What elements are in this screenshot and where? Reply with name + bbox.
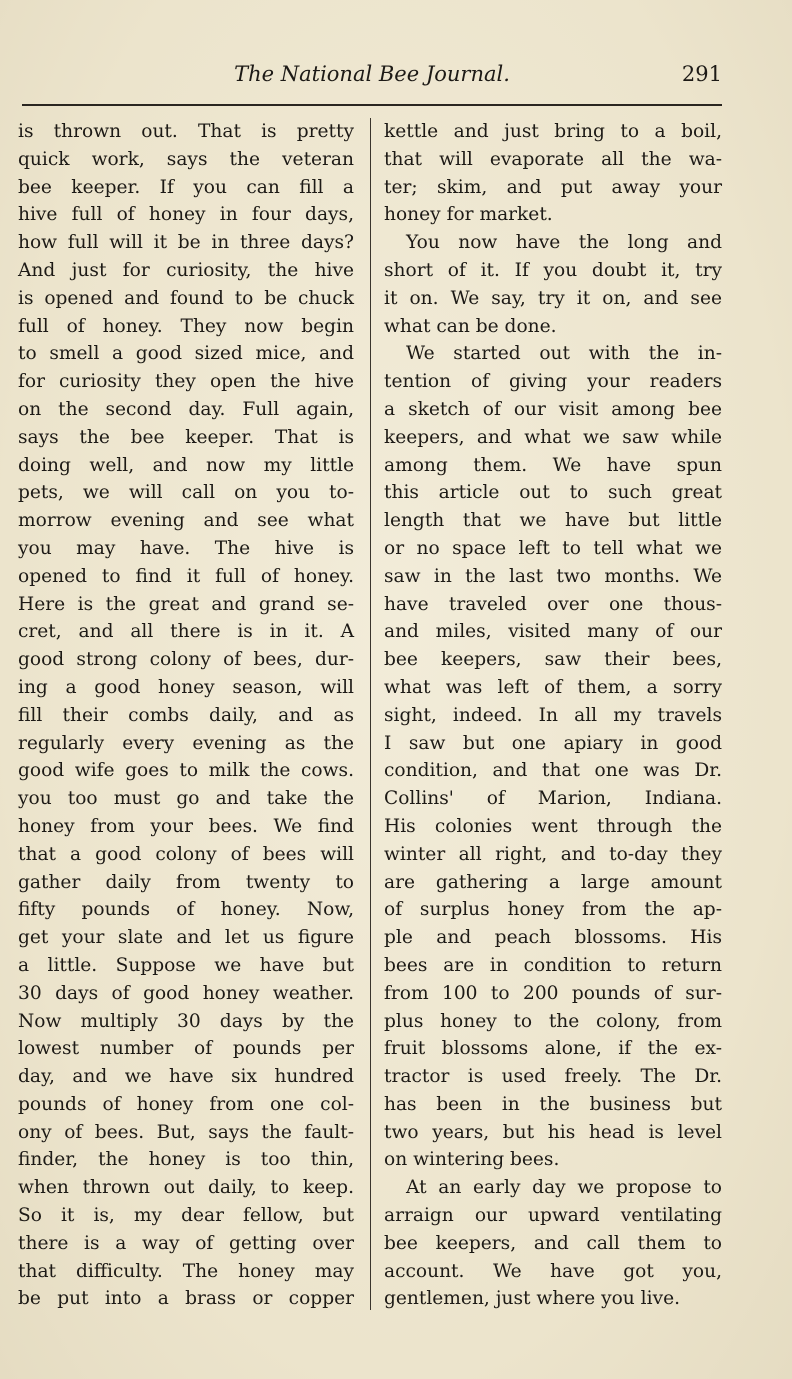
text-line: ony of bees. But, says the fault- xyxy=(18,1121,354,1143)
text-line: you may have. The hive is xyxy=(18,537,354,559)
column-divider xyxy=(370,118,371,1310)
text-line: is opened and found to be chuck xyxy=(18,287,354,309)
text-line: doing well, and now my little xyxy=(18,454,354,476)
text-line: hive full of honey in four days, xyxy=(18,204,354,226)
text-line: quick work, says the veteran xyxy=(18,148,354,170)
text-line: or no space left to tell what we xyxy=(384,537,722,559)
text-line: bee keeper. If you can fill a xyxy=(18,176,354,198)
text-line: bees are in condition to return xyxy=(384,954,722,976)
running-header xyxy=(22,58,722,98)
text-line: for curiosity they open the hive xyxy=(18,371,354,393)
text-line: you too must go and take the xyxy=(18,788,354,810)
text-line: and miles, visited many of our xyxy=(384,621,722,643)
text-line: there is a way of getting over xyxy=(18,1232,354,1254)
text-line: fifty pounds of honey. Now, xyxy=(18,899,354,921)
text-line: cret, and all there is in it. A xyxy=(18,621,354,643)
text-line: ter; skim, and put away your xyxy=(384,176,722,198)
text-line: ing a good honey season, will xyxy=(18,676,354,698)
text-line: bee keepers, and call them to xyxy=(384,1232,722,1254)
text-line: You now have the long and xyxy=(406,232,722,254)
text-line: And just for curiosity, the hive xyxy=(18,259,354,281)
text-line: what can be done. xyxy=(384,315,557,337)
left-column xyxy=(18,118,354,1313)
text-line: saw in the last two months. We xyxy=(384,565,722,587)
header-rule xyxy=(22,104,722,106)
right-column xyxy=(384,118,722,1313)
text-line: Collins' of Marion, Indiana. xyxy=(384,788,722,810)
text-line: ple and peach blossoms. His xyxy=(384,927,722,949)
text-line: among them. We have spun xyxy=(384,454,722,476)
text-line: are gathering a large amount xyxy=(384,871,722,893)
text-line: gentlemen, just where you live. xyxy=(384,1288,680,1310)
text-line: fill their combs daily, and as xyxy=(18,704,354,726)
text-line: arraign our upward ventilating xyxy=(384,1205,722,1227)
text-line: finder, the honey is too thin, xyxy=(18,1149,354,1171)
text-line: says the bee keeper. That is xyxy=(18,426,354,448)
text-line: tention of giving your readers xyxy=(384,371,722,393)
text-line: opened to find it full of honey. xyxy=(18,565,354,587)
text-line: to smell a good sized mice, and xyxy=(18,343,354,365)
page-number: 291 xyxy=(681,62,722,86)
text-line: At an early day we propose to xyxy=(406,1177,722,1199)
text-line: pounds of honey from one col- xyxy=(18,1093,354,1115)
text-line: have traveled over one thous- xyxy=(384,593,722,615)
text-line: Now multiply 30 days by the xyxy=(18,1010,354,1032)
text-line: short of it. If you doubt it, try xyxy=(384,259,722,281)
text-line: that difficulty. The honey may xyxy=(18,1260,354,1282)
text-line: that will evaporate all the wa- xyxy=(384,148,722,170)
text-line: on wintering bees. xyxy=(384,1149,560,1171)
text-line: two years, but his head is level xyxy=(384,1121,722,1143)
text-line: has been in the business but xyxy=(384,1093,722,1115)
text-line: what was left of them, a sorry xyxy=(384,676,722,698)
text-line: day, and we have six hundred xyxy=(18,1066,354,1088)
text-line: on the second day. Full again, xyxy=(18,398,354,420)
text-line: regularly every evening as the xyxy=(18,732,354,754)
text-line: a little. Suppose we have but xyxy=(18,954,354,976)
text-line: a sketch of our visit among bee xyxy=(384,398,722,420)
text-line: account. We have got you, xyxy=(384,1260,722,1282)
text-line: be put into a brass or copper xyxy=(18,1288,354,1310)
text-line: fruit blossoms alone, if the ex- xyxy=(384,1038,722,1060)
text-line: Here is the great and grand se- xyxy=(18,593,354,615)
text-line: kettle and just bring to a boil, xyxy=(384,121,722,142)
text-line: how full will it be in three days? xyxy=(18,232,354,254)
text-line: from 100 to 200 pounds of sur- xyxy=(384,982,722,1004)
text-line: honey for market. xyxy=(384,204,553,226)
text-line: gather daily from twenty to xyxy=(18,871,354,893)
text-line: lowest number of pounds per xyxy=(18,1038,354,1060)
text-line: it on. We say, try it on, and see xyxy=(384,287,722,309)
text-line: winter all right, and to-day they xyxy=(384,843,722,865)
text-line: of surplus honey from the ap- xyxy=(384,899,722,921)
text-line: pets, we will call on you to- xyxy=(18,482,354,504)
text-line: I saw but one apiary in good xyxy=(384,732,722,754)
text-line: full of honey. They now begin xyxy=(18,315,354,337)
text-line: length that we have but little xyxy=(384,510,722,532)
text-line: good wife goes to milk the cows. xyxy=(18,760,354,782)
text-line: We started out with the in- xyxy=(406,343,722,365)
text-line: this article out to such great xyxy=(384,482,722,504)
text-line: when thrown out daily, to keep. xyxy=(18,1177,354,1199)
text-line: honey from your bees. We find xyxy=(18,815,354,837)
text-line: So it is, my dear fellow, but xyxy=(18,1205,354,1227)
text-line: get your slate and let us figure xyxy=(18,927,354,949)
text-line: tractor is used freely. The Dr. xyxy=(384,1066,722,1088)
text-line: His colonies went through the xyxy=(384,815,722,837)
text-line: plus honey to the colony, from xyxy=(384,1010,722,1032)
text-line: is thrown out. That is pretty xyxy=(18,121,354,142)
text-line: morrow evening and see what xyxy=(18,510,354,532)
journal-title: The National Bee Journal. xyxy=(234,62,510,86)
text-line: keepers, and what we saw while xyxy=(384,426,722,448)
text-line: condition, and that one was Dr. xyxy=(384,760,722,782)
text-line: 30 days of good honey weather. xyxy=(18,982,354,1004)
text-line: bee keepers, saw their bees, xyxy=(384,649,722,671)
text-line: that a good colony of bees will xyxy=(18,843,354,865)
text-line: sight, indeed. In all my travels xyxy=(384,704,722,726)
text-line: good strong colony of bees, dur- xyxy=(18,649,354,671)
